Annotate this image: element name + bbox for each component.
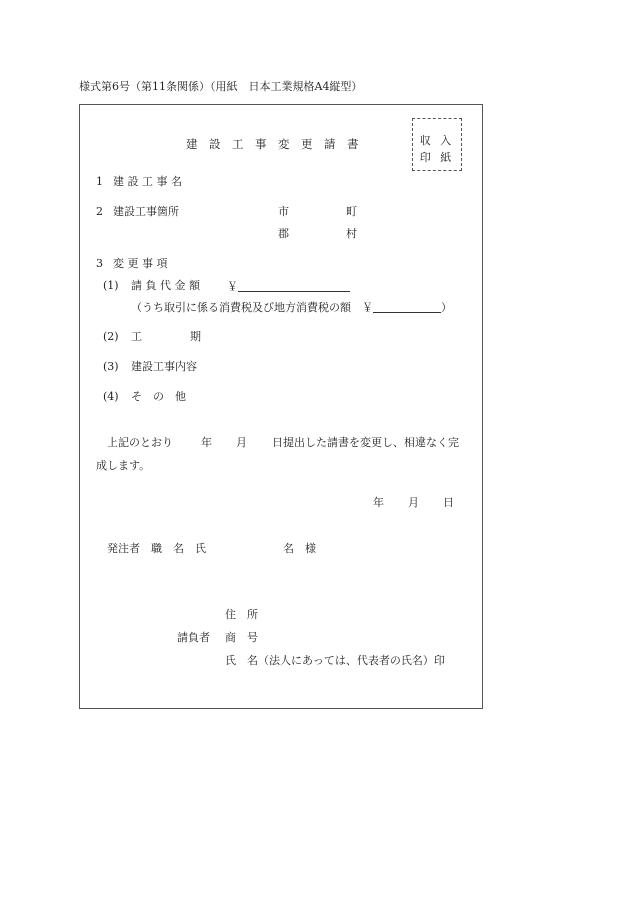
contractor-address-label: 住 所 [225,608,258,621]
sub3-label: 建設工事内容 [131,360,197,373]
location-village: 村 [346,227,357,240]
tax-note: （うち取引に係る消費税及び地方消費税の額 ￥ [131,301,373,314]
orderer-label: 発注者 職 名 氏 [107,542,206,555]
location-town: 町 [346,205,357,218]
contract-amount-field[interactable] [227,280,350,292]
item1-label: 建 設 工 事 名 [113,175,182,188]
tax-amount-line [373,301,441,313]
item1-number: 1 [96,175,103,188]
stamp-label-line2: 印 紙 [419,151,455,164]
sub2-label-start: 工 [131,330,142,343]
sub4-number: (4) [103,390,119,403]
contractor-name-label: 氏 名（法人にあっては、代表者の氏名）印 [225,654,445,667]
item2-number: 2 [96,205,103,218]
tax-close-paren: ） [441,301,452,314]
contractor-role: 請負者 [177,631,210,644]
statement-line2: 成します。 [96,459,151,472]
sub3-number: (3) [103,360,119,373]
form-title: 建 設 工 事 変 更 請 書 [186,137,359,151]
form-border [79,104,483,709]
date-day: 日 [443,496,454,509]
contractor-company-label: 商 号 [225,631,258,644]
contract-amount-line [238,280,350,292]
item2-label: 建設工事箇所 [113,205,179,218]
sub1-number: (1) [103,279,119,292]
item3-label: 変 更 事 項 [113,257,168,270]
yen-sign: ￥ [227,280,238,293]
form-number: 様式第6号（第11条関係）（用紙 日本工業規格A4縦型） [79,80,363,93]
location-county: 郡 [278,227,289,240]
tax-amount-field[interactable] [131,301,452,313]
stamp-label-line1: 収 入 [419,134,455,147]
sub1-label: 請 負 代 金 額 [131,279,200,292]
statement-body: 日提出した請書を変更し、相違なく完 [272,436,459,449]
sub2-label-end: 期 [190,330,201,343]
date-month: 月 [408,496,419,509]
sub4-label: そ の 他 [131,390,186,403]
statement-year: 年 [201,436,212,449]
sub2-number: (2) [103,330,119,343]
orderer-honorific: 名 様 [283,542,316,555]
location-city: 市 [278,205,289,218]
statement-intro: 上記のとおり [107,436,173,449]
revenue-stamp-box [412,118,462,171]
statement-month: 月 [236,436,247,449]
date-year: 年 [373,496,384,509]
item3-number: 3 [96,257,103,270]
